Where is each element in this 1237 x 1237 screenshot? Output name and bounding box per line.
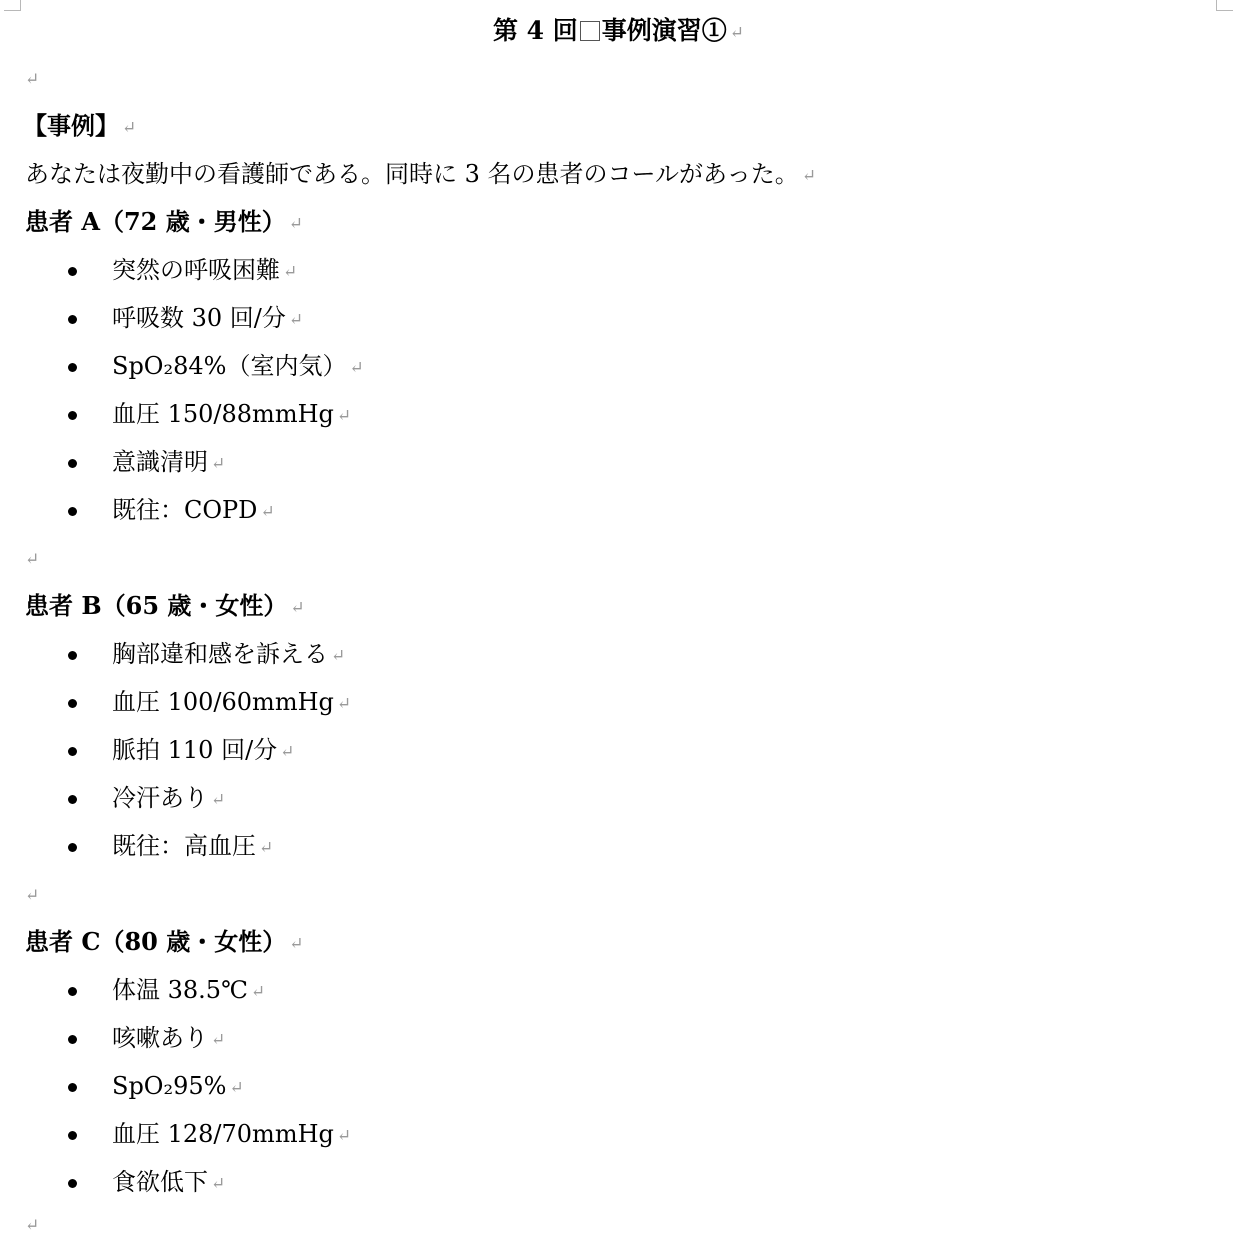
paragraph-mark-icon: ↵	[289, 933, 304, 954]
paragraph-mark-icon: ↵	[280, 741, 295, 762]
intro-text: あなたは夜勤中の看護師である。同時に 3 名の患者のコールがあった。	[25, 160, 799, 188]
list-item-text: 胸部違和感を訴える	[112, 640, 328, 668]
paragraph-mark-icon: ↵	[260, 501, 275, 522]
list-item-text: SpO₂84%（室内気）	[112, 352, 347, 380]
list-item[interactable]	[0, 486, 1237, 534]
intro-paragraph[interactable]	[0, 150, 1237, 198]
list-item-text: 食欲低下	[112, 1168, 208, 1196]
bullet-icon	[68, 1083, 77, 1092]
list-item[interactable]	[0, 1014, 1237, 1062]
paragraph-mark-icon: ↵	[211, 453, 226, 474]
empty-paragraph[interactable]	[0, 534, 1237, 582]
bullet-icon	[68, 507, 77, 516]
patient-heading-text: 患者 B（65 歳・女性）	[25, 591, 288, 620]
section-heading[interactable]	[0, 102, 1237, 150]
paragraph-mark-icon: ↵	[801, 165, 817, 186]
bullet-icon	[68, 699, 77, 708]
list-item[interactable]	[0, 774, 1237, 822]
empty-paragraph[interactable]	[0, 54, 1237, 102]
list-item-text: 呼吸数 30 回/分	[112, 304, 286, 332]
paragraph-mark-icon: ↵	[122, 117, 137, 138]
paragraph-mark-icon: ↵	[211, 789, 226, 810]
list-item-text: 血圧 100/60mmHg	[112, 688, 334, 716]
paragraph-mark-icon: ↵	[336, 693, 352, 714]
list-item[interactable]	[0, 246, 1237, 294]
list-item[interactable]	[0, 822, 1237, 870]
list-item[interactable]	[0, 966, 1237, 1014]
paragraph-mark-icon: ↵	[288, 213, 303, 234]
paragraph-mark-icon: ↵	[729, 22, 745, 43]
bullet-icon	[68, 459, 77, 468]
section-heading-text: 【事例】	[23, 111, 119, 140]
bullet-icon	[68, 411, 77, 420]
list-item[interactable]	[0, 678, 1237, 726]
empty-paragraph[interactable]	[0, 1206, 1237, 1237]
bullet-icon	[68, 1131, 77, 1140]
list-item[interactable]	[0, 390, 1237, 438]
paragraph-mark-icon: ↵	[25, 1215, 40, 1236]
bullet-icon	[68, 987, 77, 996]
paragraph-mark-icon: ↵	[25, 69, 40, 90]
paragraph-mark-icon: ↵	[288, 309, 304, 330]
list-item-text: 意識清明	[112, 448, 208, 476]
list-item[interactable]	[0, 726, 1237, 774]
paragraph-mark-icon: ↵	[211, 1173, 226, 1194]
list-item[interactable]	[0, 1158, 1237, 1206]
patient-heading[interactable]	[0, 918, 1237, 966]
bullet-icon	[68, 363, 77, 372]
patient-heading[interactable]	[0, 582, 1237, 630]
list-item-text: SpO₂95%	[112, 1072, 227, 1100]
list-item-text: 血圧 128/70mmHg	[112, 1120, 334, 1148]
list-item[interactable]	[0, 342, 1237, 390]
paragraph-mark-icon: ↵	[290, 597, 305, 618]
paragraph-mark-icon: ↵	[331, 645, 346, 666]
paragraph-mark-icon: ↵	[336, 405, 352, 426]
paragraph-mark-icon: ↵	[229, 1077, 244, 1098]
bullet-icon	[68, 843, 77, 852]
list-item-text: 突然の呼吸困難	[112, 256, 280, 284]
paragraph-mark-icon: ↵	[250, 981, 266, 1002]
title-suffix: 事例演習①	[601, 16, 727, 45]
list-item-text: 脈拍 110 回/分	[112, 736, 278, 764]
bullet-icon	[68, 267, 77, 276]
bullet-icon	[68, 747, 77, 756]
list-item-text: 既往：高血圧	[112, 832, 256, 860]
list-item-text: 既往：COPD	[112, 496, 258, 524]
document-title[interactable]	[0, 0, 1237, 54]
title-prefix: 第 4 回	[492, 16, 578, 45]
bullet-icon	[68, 1035, 77, 1044]
list-item-text: 体温 38.5℃	[112, 976, 248, 1004]
list-item-text: 血圧 150/88mmHg	[112, 400, 334, 428]
patient-heading-text: 患者 A（72 歳・男性）	[25, 207, 286, 236]
paragraph-mark-icon: ↵	[349, 357, 364, 378]
box-placeholder-icon	[580, 21, 600, 41]
patient-heading[interactable]	[0, 198, 1237, 246]
patient-heading-text: 患者 C（80 歳・女性）	[25, 927, 287, 956]
paragraph-mark-icon: ↵	[25, 549, 40, 570]
list-item[interactable]	[0, 438, 1237, 486]
paragraph-mark-icon: ↵	[25, 885, 40, 906]
paragraph-mark-icon: ↵	[259, 837, 274, 858]
paragraph-mark-icon: ↵	[336, 1125, 352, 1146]
empty-paragraph[interactable]	[0, 870, 1237, 918]
list-item[interactable]	[0, 294, 1237, 342]
list-item-text: 咳嗽あり	[112, 1024, 208, 1052]
list-item[interactable]	[0, 1062, 1237, 1110]
paragraph-mark-icon: ↵	[283, 261, 298, 282]
list-item[interactable]	[0, 1110, 1237, 1158]
bullet-icon	[68, 315, 77, 324]
list-item-text: 冷汗あり	[112, 784, 208, 812]
paragraph-mark-icon: ↵	[211, 1029, 226, 1050]
list-item[interactable]	[0, 630, 1237, 678]
bullet-icon	[68, 651, 77, 660]
bullet-icon	[68, 1179, 77, 1188]
bullet-icon	[68, 795, 77, 804]
